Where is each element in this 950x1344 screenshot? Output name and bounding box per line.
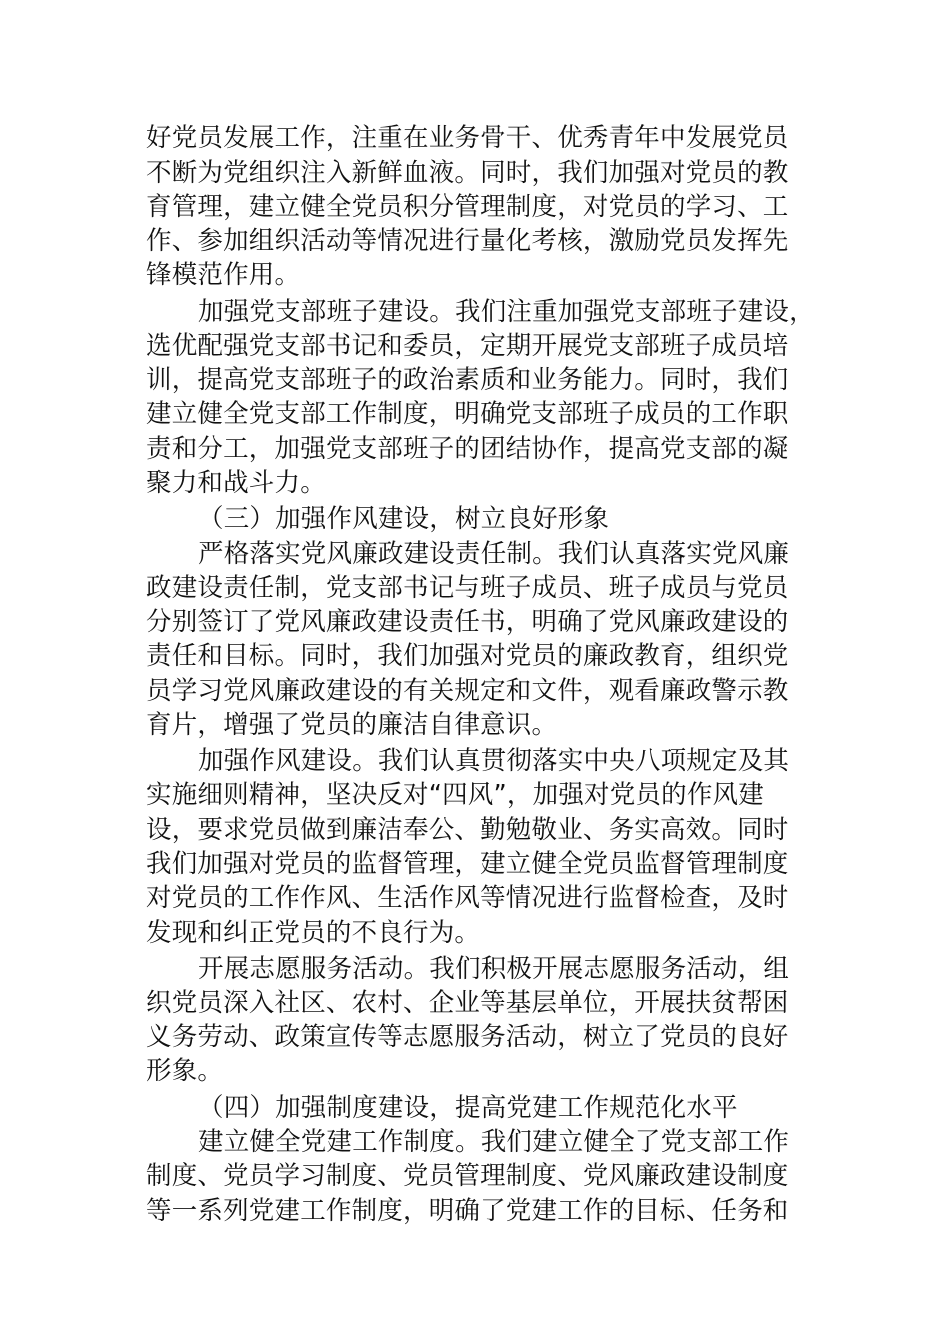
body-text-line: 锋模范作用。 [146, 260, 301, 290]
body-text-line: 员学习党风廉政建设的有关规定和文件，观看廉政警示教 [146, 676, 789, 706]
body-text-line: 责和分工，加强党支部班子的团结协作，提高党支部的凝 [146, 434, 789, 464]
body-text-line: 我们加强对党员的监督管理，建立健全党员监督管理制度 [146, 849, 789, 879]
body-text-line: 聚力和战斗力。 [146, 468, 326, 498]
paragraph-first-line: 开展志愿服务活动。我们积极开展志愿服务活动，组 [198, 954, 790, 984]
body-text-line: 育管理，建立健全党员积分管理制度，对党员的学习、工 [146, 192, 789, 222]
paragraph-first-line: 建立健全党建工作制度。我们建立健全了党支部工作 [198, 1127, 790, 1157]
body-text-line: 分别签订了党风廉政建设责任书，明确了党风廉政建设的 [146, 607, 789, 637]
section-heading: （四）加强制度建设，提高党建工作规范化水平 [198, 1093, 738, 1123]
body-text-line: 织党员深入社区、农村、企业等基层单位，开展扶贫帮困 [146, 988, 789, 1018]
body-text-line: 形象。 [146, 1056, 224, 1086]
paragraph-first-line: 加强作风建设。我们认真贯彻落实中央八项规定及其 [198, 746, 790, 776]
body-text-line: 训，提高党支部班子的政治素质和业务能力。同时，我们 [146, 365, 789, 395]
body-text-line: 政建设责任制，党支部书记与班子成员、班子成员与党员 [146, 573, 789, 603]
body-text-line: 选优配强党支部书记和委员，定期开展党支部班子成员培 [146, 331, 789, 361]
body-text-line: 责任和目标。同时，我们加强对党员的廉政教育，组织党 [146, 641, 789, 671]
body-text-line: 好党员发展工作，注重在业务骨干、优秀青年中发展党员 [146, 123, 789, 153]
body-text-line: 等一系列党建工作制度，明确了党建工作的目标、任务和 [146, 1196, 789, 1226]
paragraph-first-line: 加强党支部班子建设。我们注重加强党支部班子建设， [198, 297, 815, 327]
body-text-line: 不断为党组织注入新鲜血液。同时，我们加强对党员的教 [146, 158, 789, 188]
body-text-line: 设，要求党员做到廉洁奉公、勤勉敬业、务实高效。同时 [146, 815, 789, 845]
body-text-line: 建立健全党支部工作制度，明确党支部班子成员的工作职 [146, 399, 789, 429]
paragraph-first-line: 严格落实党风廉政建设责任制。我们认真落实党风廉 [198, 539, 790, 569]
body-text-line: 实施细则精神，坚决反对“四风”，加强对党员的作风建 [146, 780, 764, 810]
section-heading: （三）加强作风建设，树立良好形象 [198, 504, 610, 534]
body-text-line: 对党员的工作作风、生活作风等情况进行监督检查，及时 [146, 883, 789, 913]
body-text-line: 义务劳动、政策宣传等志愿服务活动，树立了党员的良好 [146, 1022, 789, 1052]
body-text-line: 发现和纠正党员的不良行为。 [146, 918, 481, 948]
body-text-line: 制度、党员学习制度、党员管理制度、党风廉政建设制度 [146, 1161, 789, 1191]
body-text-line: 作、参加组织活动等情况进行量化考核，激励党员发挥先 [146, 226, 789, 256]
body-text-line: 育片，增强了党员的廉洁自律意识。 [146, 710, 558, 740]
